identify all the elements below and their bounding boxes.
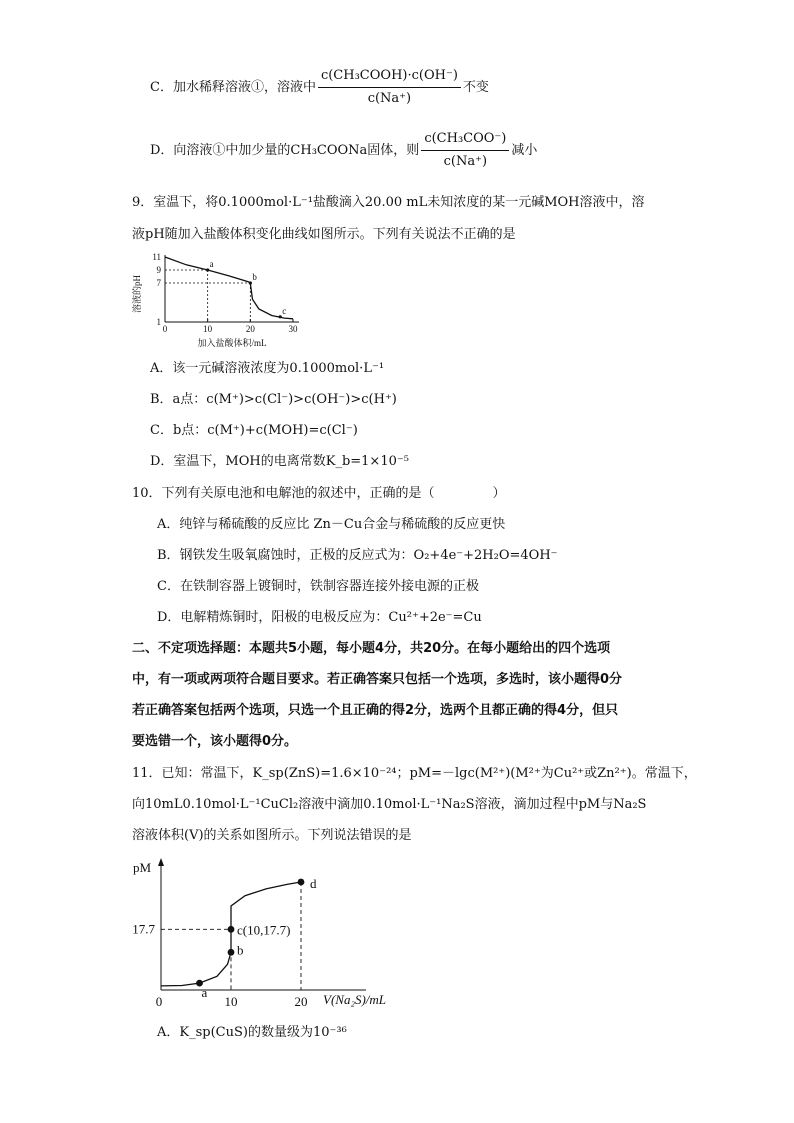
chart1-point-label: a [209, 259, 214, 269]
chart1-series-line [165, 257, 293, 319]
q9-option-a: A．该一元碱溶液浓度为0.1000mol·L⁻¹ [150, 361, 385, 376]
chart2-y-axis-arrow [158, 858, 164, 866]
section2-line4: 要选错一个，该小题得0分。 [132, 734, 298, 749]
q10-option-d: D．电解精炼铜时，阳极的电极反应为：Cu²⁺+2e⁻=Cu [157, 610, 482, 625]
section2-line3: 若正确答案包括两个选项，只选一个且正确的得2分，选两个且都正确的得4分，但只 [132, 703, 619, 718]
q8-option-d-numerator: c(CH₃COO⁻) [421, 130, 509, 151]
q11-option-a: A．K_sp(CuS)的数量级为10⁻³⁶ [157, 1025, 347, 1040]
section2-line2: 中，有一项或两项符合题目要求。若正确答案只包括一个选项，多选时，该小题得0分 [132, 672, 623, 687]
chart1-svg [130, 248, 320, 350]
chart2-plot [132, 858, 366, 1009]
chart2-x-tick-label: 0 [155, 994, 163, 1009]
q8-option-d-denominator: c(Na⁺) [443, 154, 488, 169]
q8-option-c-text: C．加水稀释溶液①，溶液中 [150, 80, 316, 95]
q8-option-d-fraction [421, 130, 509, 171]
q9-stem-line2: 液pH随加入盐酸体积变化曲线如图所示。下列有关说法不正确的是 [132, 227, 516, 242]
chart1-point-label: c [282, 305, 287, 316]
q10-option-a: A．纯锌与稀硫酸的反应比 Zn－Cu合金与稀硫酸的反应更快 [157, 517, 506, 532]
q8-option-c-tail: 不变 [462, 80, 489, 95]
chart1-x-tick-label: 10 [203, 324, 213, 334]
chart1-point-label: b [252, 272, 257, 282]
chart2-y-tick-label: 17.7 [132, 921, 155, 937]
chart1-x-tick-label: 20 [245, 324, 255, 334]
q9-option-c: C．b点：c(M⁺)+c(MOH)=c(Cl⁻) [150, 423, 358, 438]
q11-stem-line2: 向10mL0.10mol·L⁻¹CuCl₂溶液中滴加0.10mol·L⁻¹Na₂S溶液，滴加过程中pM与Na₂S [132, 797, 647, 812]
q8-option-c [150, 67, 489, 108]
chart1-plot [152, 252, 299, 334]
q8-option-c-numerator: c(CH₃COOH)·c(OH⁻) [318, 67, 461, 88]
chart2-xlabel: V(Na₂S)/mL [323, 992, 387, 1007]
chart1-xlabel: 加入盐酸体积/mL [197, 338, 267, 348]
chart1-y-tick-label: 7 [156, 278, 161, 288]
chart1-y-tick-label: 11 [152, 252, 161, 262]
chart2-point-label: b [237, 942, 244, 958]
chart2-point-label: c(10,17.7) [237, 922, 291, 938]
chart1-x-tick-label: 30 [288, 324, 298, 334]
q8-option-c-denominator: c(Na⁺) [367, 91, 412, 106]
q9-stem-line1: 9．室温下，将0.1000mol·L⁻¹盐酸滴入20.00 mL未知浓度的某一元碱MOH溶液中，溶 [132, 195, 645, 210]
q9-option-b: B．a点：c(M⁺)>c(Cl⁻)>c(OH⁻)>c(H⁺) [150, 392, 397, 407]
q10-stem [132, 485, 506, 503]
chart1-x-tick-label: 0 [162, 324, 168, 334]
chart1-y-tick-label: 9 [156, 265, 161, 275]
q8-option-c-fraction [318, 67, 461, 108]
chart2-x-tick-label: 20 [294, 994, 308, 1009]
q11-stem-line3: 溶液体积(V)的关系如图所示。下列说法错误的是 [132, 828, 412, 843]
chart2-point-label: a [201, 985, 208, 1001]
q9-option-d: D．室温下，MOH的电离常数K_b=1×10⁻⁵ [150, 454, 409, 469]
chart1-ylabel: 溶液的pH [132, 275, 142, 313]
q8-option-d-tail: 减小 [511, 143, 538, 158]
q8-option-d [150, 130, 537, 171]
chart1-y-tick-label: 1 [156, 317, 161, 327]
q11-stem-line1: 11．已知：常温下，K_sp(ZnS)=1.6×10⁻²⁴；pM=－lgc(M²⁺)(M²⁺为Cu²⁺或Zn²⁺)。常温下， [132, 766, 697, 781]
chart2-point [228, 926, 235, 933]
section2-line1: 二、不定项选择题：本题共5小题，每小题4分，共20分。在每小题给出的四个选项 [132, 641, 611, 656]
chart2-x-tick-label: 10 [224, 994, 238, 1009]
q10-stem-text: 10．下列有关原电池和电解池的叙述中，正确的是（ [132, 486, 435, 501]
chart2-point [298, 879, 305, 886]
chart2-ylabel: pM [133, 860, 152, 875]
q10-option-c: C．在铁制容器上镀铜时，铁制容器连接外接电源的正极 [157, 579, 479, 594]
q8-option-d-text: D．向溶液①中加少量的CH₃COONa固体，则 [150, 143, 420, 158]
chart2-point-label: d [310, 876, 317, 891]
q10-option-b: B．钢铁发生吸氧腐蚀时，正极的反应式为：O₂+4e⁻+2H₂O=4OH⁻ [157, 548, 558, 563]
chart2-svg [128, 850, 418, 1020]
chart2-point [228, 949, 235, 956]
q10-stem-end: ） [492, 486, 506, 501]
